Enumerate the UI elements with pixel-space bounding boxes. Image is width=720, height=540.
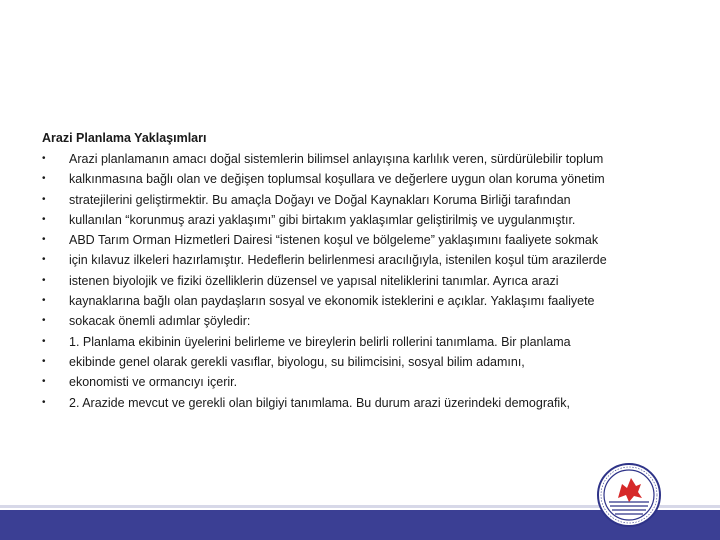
bullet-dot: • (42, 295, 46, 307)
bullet-item (42, 271, 682, 291)
bullet-item (42, 210, 682, 230)
bullet-item (42, 230, 682, 250)
bullet-dot: • (42, 355, 46, 367)
bullet-dot: • (42, 274, 46, 286)
bullet-item (42, 311, 682, 331)
bullet-item (42, 250, 682, 270)
bullet-text: ekibinde genel olarak gerekli vasıflar, biyologu, su bilimcisini, sosyal bilim adamını, (69, 354, 525, 369)
bullet-dot: • (42, 376, 46, 388)
university-logo-icon (596, 462, 662, 528)
bullet-item (42, 149, 682, 169)
bullet-dot: • (42, 173, 46, 185)
bullet-text: kullanılan “korunmuş arazi yaklaşımı” gibi birtakım yaklaşımlar geliştirilmiş ve uygulanmıştır. (69, 212, 576, 227)
bullet-item (42, 332, 682, 352)
bullet-dot: • (42, 335, 46, 347)
bullet-text: ABD Tarım Orman Hizmetleri Dairesi “istenen koşul ve bölgeleme” yaklaşımını faaliyete sokmak (69, 233, 599, 248)
bullet-text: için kılavuz ilkeleri hazırlamıştır. Hedeflerin belirlenmesi aracılığıyla, istenilen koşul tüm arazilerde (69, 253, 607, 268)
bullet-text: 1. Planlama ekibinin üyelerini belirleme ve bireylerin belirli rollerini tanımlama. Bir planlama (69, 334, 571, 349)
slide-title: Arazi Planlama Yaklaşımları (42, 131, 207, 145)
bullet-dot: • (42, 254, 46, 266)
bullet-item (42, 169, 682, 189)
bullet-list (42, 149, 682, 413)
bullet-dot: • (42, 153, 46, 164)
bullet-dot: • (42, 213, 46, 225)
bullet-dot: • (42, 396, 46, 408)
bullet-dot: • (42, 234, 46, 246)
bullet-item (42, 352, 682, 372)
bullet-text: stratejilerini geliştirmektir. Bu amaçla Doğayı ve Doğal Kaynakları Koruma Birliği tarafından (69, 192, 571, 207)
bullet-text: sokacak önemli adımlar şöyledir: (69, 314, 251, 329)
bullet-item (42, 372, 682, 392)
bullet-item (42, 291, 682, 311)
bullet-item (42, 190, 682, 210)
bullet-text: kaynaklarına bağlı olan paydaşların sosyal ve ekonomik isteklerini e açıklar. Yaklaşımı faaliyete (69, 294, 595, 309)
bullet-text: 2. Arazide mevcut ve gerekli olan bilgiyi tanımlama. Bu durum arazi üzerindeki demografik, (69, 395, 570, 410)
bullet-item (42, 393, 682, 413)
bullet-dot: • (42, 315, 46, 327)
bullet-text: Arazi planlamanın amacı doğal sistemlerin bilimsel anlayışına karlılık veren, sürdürülebilir toplum (69, 152, 604, 166)
bullet-dot: • (42, 193, 46, 205)
slide-content (42, 128, 682, 413)
bullet-text: kalkınmasına bağlı olan ve değişen toplumsal koşullara ve değerlere uygun olan koruma yönetim (69, 172, 605, 187)
bullet-text: istenen biyolojik ve fiziki özelliklerin düzensel ve yapısal niteliklerini tanımlar. Ayrıca arazi (69, 273, 559, 288)
bullet-text: ekonomisti ve ormancıyı içerir. (69, 375, 238, 390)
